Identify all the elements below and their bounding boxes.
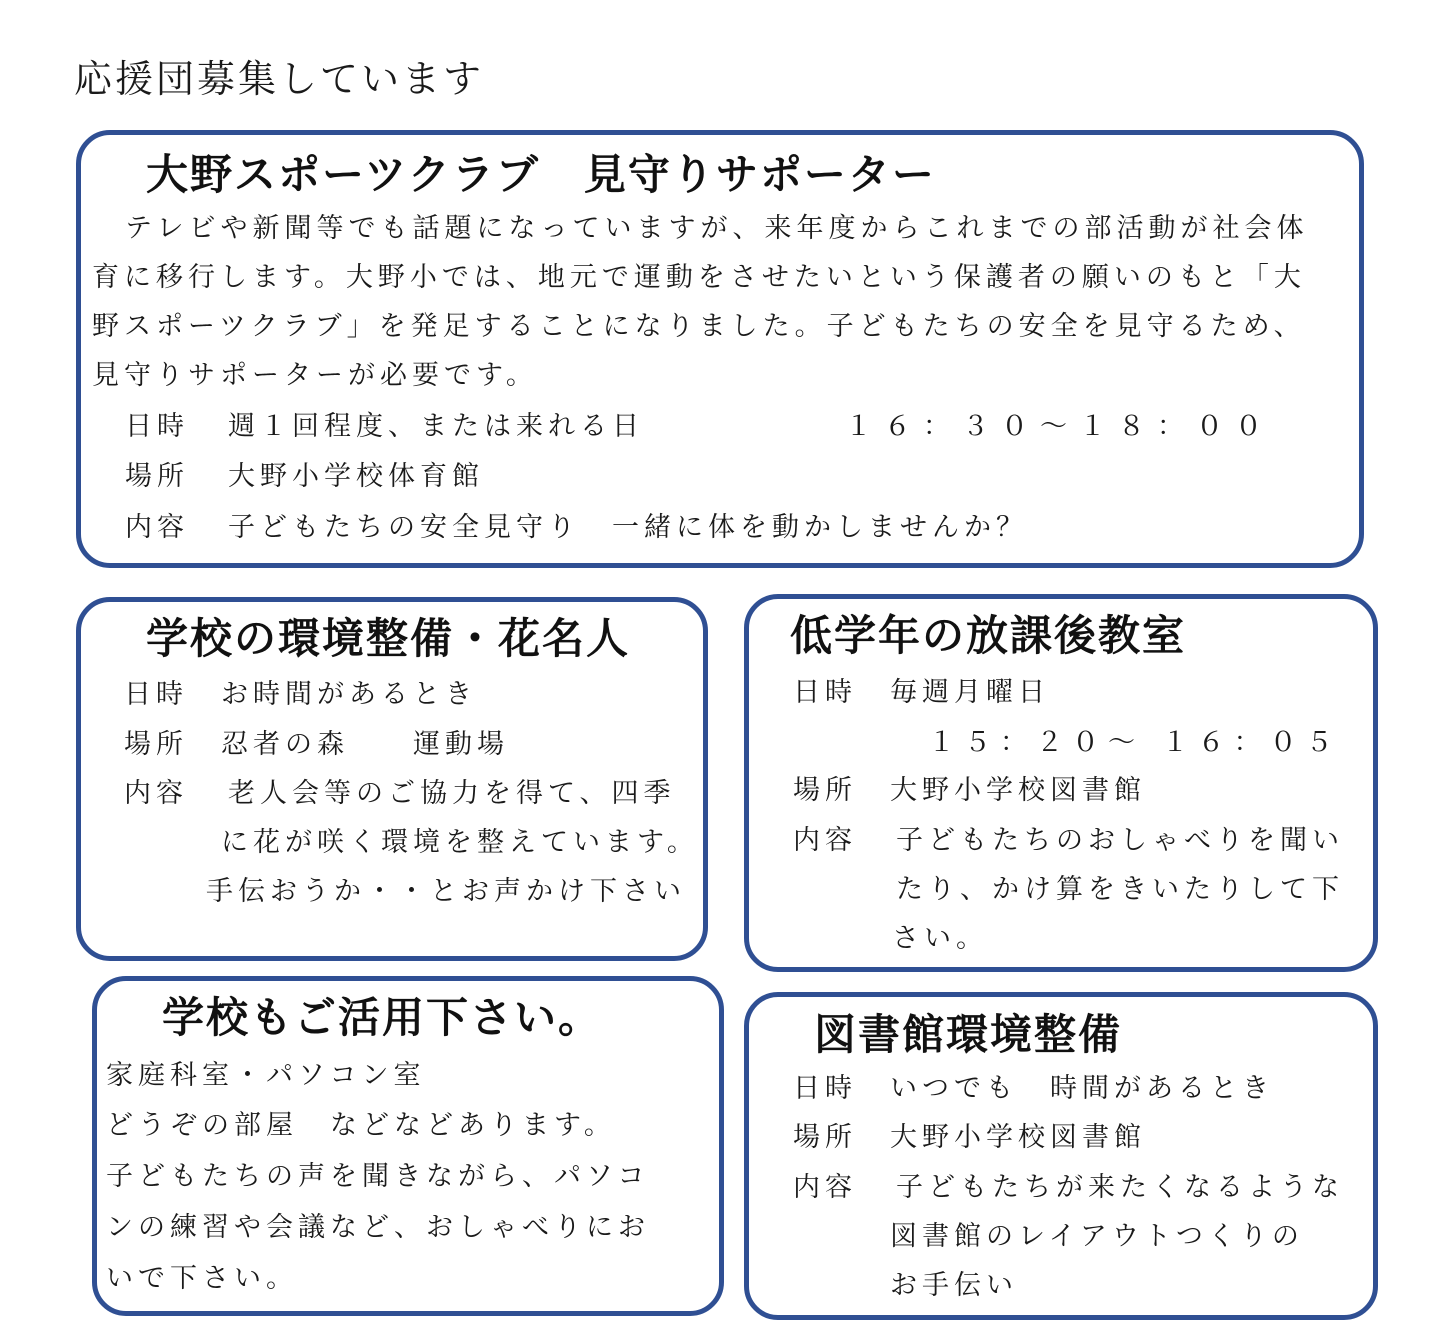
use-line-2: どうぞの部屋 などなどあります。 (106, 1110, 616, 1141)
sports-para-line-2: 育に移行します。大野小では、地元で運動をさせたいという保護者の願いのもと「大 (92, 262, 1306, 293)
afterschool-content-line-3: さい。 (892, 923, 988, 954)
use-line-3: 子どもたちの声を聞きながら、パソコ (106, 1161, 650, 1192)
sports-place-value: 大野小学校体育館 (228, 461, 484, 492)
sports-para-line-4: 見守りサポーターが必要です。 (92, 360, 538, 391)
use-line-4: ンの練習や会議など、おしゃべりにお (106, 1212, 650, 1243)
env-content-line-3: 手伝おうか・・とお声かけ下さい (206, 876, 686, 907)
environment-title: 学校の環境整備・花名人 (146, 614, 631, 663)
sports-club-title: 大野スポーツクラブ 見守りサポーター (146, 150, 936, 199)
afterschool-time-value: １５：２０～ １６：０５ (928, 727, 1342, 758)
sports-date-value: 週１回程度、または来れる日 (228, 411, 644, 442)
afterschool-content-line-1: 子どもたちのおしゃべりを聞い (896, 825, 1344, 856)
env-date-value: お時間があるとき (221, 679, 477, 710)
sports-para-line-3: 野スポーツクラブ」を発足することになりました。子どもたちの安全を見守るため、 (92, 311, 1306, 342)
library-place-label: 場所 (793, 1122, 857, 1153)
sports-para-line-1: テレビや新聞等でも話題になっていますが、来年度からこれまでの部活動が社会体 (125, 213, 1309, 244)
env-content-line-1: 老人会等のご協力を得て、四季 (228, 778, 676, 809)
sports-content-value: 子どもたちの安全見守り 一緒に体を動かしませんか？ (228, 512, 1028, 543)
afterschool-date-label: 日時 (793, 677, 857, 708)
library-date-value: いつでも 時間があるとき (890, 1073, 1274, 1104)
env-place-value: 忍者の森 運動場 (221, 729, 509, 760)
use-line-5: いで下さい。 (106, 1263, 298, 1294)
library-content-line-3: お手伝い (890, 1270, 1018, 1301)
afterschool-content-label: 内容 (793, 825, 857, 856)
library-content-line-1: 子どもたちが来たくなるような (896, 1172, 1344, 1203)
afterschool-place-label: 場所 (793, 775, 857, 806)
env-date-label: 日時 (124, 679, 188, 710)
sports-date-label: 日時 (125, 411, 189, 442)
sports-place-label: 場所 (125, 461, 189, 492)
library-date-label: 日時 (793, 1073, 857, 1104)
library-content-label: 内容 (793, 1172, 857, 1203)
afterschool-place-value: 大野小学校図書館 (890, 775, 1146, 806)
env-content-line-2: に花が咲く環境を整えています。 (221, 827, 699, 858)
sports-content-label: 内容 (125, 512, 189, 543)
library-content-line-2: 図書館のレイアウトつくりの (890, 1221, 1304, 1252)
env-place-label: 場所 (124, 729, 188, 760)
afterschool-content-line-2: たり、かけ算をきいたりして下 (896, 874, 1344, 905)
sports-time-value: １６：３０～１８：００ (845, 411, 1274, 442)
env-content-label: 内容 (124, 778, 188, 809)
library-title: 図書館環境整備 (814, 1010, 1123, 1059)
afterschool-title: 低学年の放課後教室 (790, 611, 1187, 660)
library-place-value: 大野小学校図書館 (890, 1122, 1146, 1153)
page-title: 応援団募集しています (74, 57, 485, 101)
use-school-title: 学校もご活用下さい。 (162, 993, 603, 1042)
afterschool-date-value: 毎週月曜日 (890, 677, 1050, 708)
use-line-1: 家庭科室・パソコン室 (106, 1060, 426, 1091)
